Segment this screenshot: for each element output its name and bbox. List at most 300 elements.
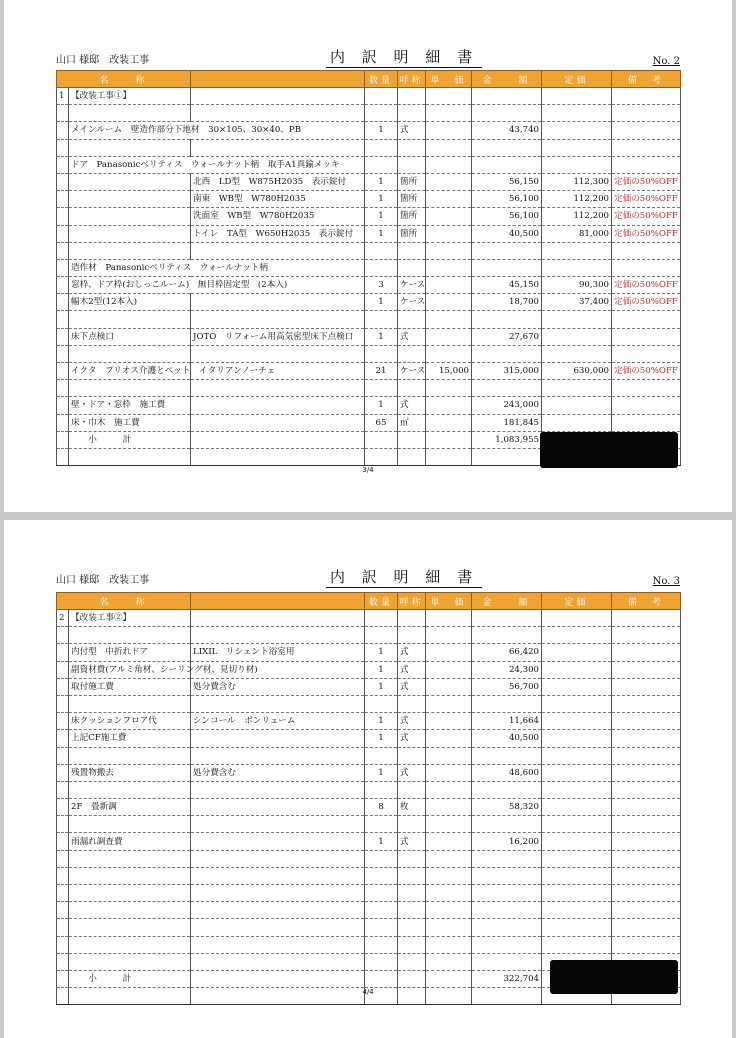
item-name — [69, 173, 191, 190]
item-spec — [191, 885, 365, 902]
col-list-price: 定価 — [542, 593, 612, 610]
table-row — [57, 277, 681, 294]
unit — [398, 695, 426, 712]
table-row — [57, 695, 681, 712]
item-spec: JOTO リフォーム用高気密型床下点検口 — [191, 328, 365, 345]
unit-price — [426, 397, 472, 414]
unit — [398, 936, 426, 953]
remark — [612, 730, 681, 747]
amount — [472, 953, 542, 970]
remark — [612, 644, 681, 661]
quantity: 1 — [365, 191, 398, 208]
quantity — [365, 242, 398, 259]
quantity — [365, 816, 398, 833]
list-price: 112,200 — [542, 208, 612, 225]
table-row — [57, 88, 681, 105]
table-row — [57, 208, 681, 225]
unit: 式 — [398, 730, 426, 747]
quantity: 65 — [365, 414, 398, 431]
item-name: 取付施工費 — [69, 678, 191, 695]
item-spec — [191, 311, 365, 328]
quantity — [365, 781, 398, 798]
table-row — [57, 139, 681, 156]
list-price — [542, 610, 612, 627]
quantity: 1 — [365, 678, 398, 695]
amount — [472, 902, 542, 919]
amount: 24,300 — [472, 661, 542, 678]
list-price: 112,200 — [542, 191, 612, 208]
row-number — [57, 695, 69, 712]
remark: 定価の50%OFF — [612, 294, 681, 311]
unit-price — [426, 431, 472, 448]
remark — [612, 627, 681, 644]
item-spec: 北西 LD型 W875H2035 表示錠付 — [191, 173, 365, 190]
quantity: 8 — [365, 799, 398, 816]
quantity: 1 — [365, 730, 398, 747]
item-spec — [191, 139, 365, 156]
item-spec: 洗面室 WB型 W780H2035 — [191, 208, 365, 225]
table-row — [57, 345, 681, 362]
unit: 箇所 — [398, 208, 426, 225]
row-number — [57, 781, 69, 798]
item-spec — [191, 627, 365, 644]
item-spec — [191, 242, 365, 259]
table-row — [57, 661, 681, 678]
amount: 45,150 — [472, 277, 542, 294]
unit: 式 — [398, 661, 426, 678]
table-row — [57, 678, 681, 695]
item-name: ドア Panasonicベリティス ウォールナット柄 取手A1真鍮メッキ — [69, 156, 365, 173]
quantity: 1 — [365, 713, 398, 730]
item-name: 幅木2型(12本入) — [69, 294, 191, 311]
item-name — [69, 902, 191, 919]
unit: 式 — [398, 644, 426, 661]
quantity — [365, 902, 398, 919]
list-price — [542, 781, 612, 798]
list-price — [542, 156, 612, 173]
item-name — [69, 225, 191, 242]
item-spec — [191, 747, 365, 764]
item-spec — [191, 414, 365, 431]
item-name: 副資材費(アルミ角材、シーリング材、見切り材) — [69, 661, 191, 678]
col-qty: 数量 — [365, 71, 398, 88]
unit-price — [426, 448, 472, 465]
unit — [398, 380, 426, 397]
quantity — [365, 431, 398, 448]
item-name: 内付型 中折れドア — [69, 644, 191, 661]
unit: 箇所 — [398, 191, 426, 208]
quantity: 1 — [365, 644, 398, 661]
item-name — [69, 850, 191, 867]
unit: 式 — [398, 713, 426, 730]
amount: 66,420 — [472, 644, 542, 661]
table-row — [57, 799, 681, 816]
unit — [398, 953, 426, 970]
unit-price — [426, 208, 472, 225]
quantity — [365, 88, 398, 105]
remark — [612, 885, 681, 902]
item-name: 雨漏れ調査費 — [69, 833, 191, 850]
table-row — [57, 242, 681, 259]
list-price — [542, 747, 612, 764]
item-name — [69, 139, 191, 156]
item-spec — [191, 345, 365, 362]
unit-price — [426, 885, 472, 902]
list-price: 630,000 — [542, 363, 612, 380]
list-price — [542, 105, 612, 122]
quantity — [365, 345, 398, 362]
row-number — [57, 627, 69, 644]
unit-price — [426, 678, 472, 695]
amount: 56,100 — [472, 208, 542, 225]
remark — [612, 747, 681, 764]
unit-price — [426, 730, 472, 747]
unit-price — [426, 833, 472, 850]
unit-price — [426, 242, 472, 259]
item-name — [69, 936, 191, 953]
item-name: 窓枠、ドア枠(おしっこルーム) 無目枠固定型 (2本入) — [69, 277, 365, 294]
amount: 40,500 — [472, 730, 542, 747]
list-price — [542, 850, 612, 867]
unit-price — [426, 747, 472, 764]
row-number — [57, 139, 69, 156]
unit-price — [426, 414, 472, 431]
item-name — [69, 345, 191, 362]
quantity: 3 — [365, 277, 398, 294]
item-name — [69, 747, 191, 764]
document-page-1 — [4, 0, 732, 512]
amount — [472, 380, 542, 397]
remark — [612, 345, 681, 362]
amount: 58,320 — [472, 799, 542, 816]
remark — [612, 259, 681, 276]
item-name: 小 計 — [69, 970, 191, 987]
page-number-label: No. 2 — [652, 56, 680, 67]
unit — [398, 139, 426, 156]
col-blank — [191, 71, 365, 88]
amount — [472, 747, 542, 764]
col-unit: 呼称 — [398, 593, 426, 610]
col-remarks: 備 考 — [612, 71, 681, 88]
page-footer: 3/4 — [362, 466, 374, 474]
list-price — [542, 414, 612, 431]
redaction-block — [540, 432, 678, 468]
quantity — [365, 747, 398, 764]
row-number — [57, 448, 69, 465]
quantity — [365, 850, 398, 867]
unit-price — [426, 644, 472, 661]
unit-price — [426, 311, 472, 328]
remark — [612, 678, 681, 695]
row-number — [57, 277, 69, 294]
list-price: 112,300 — [542, 173, 612, 190]
quantity: 1 — [365, 764, 398, 781]
table-row — [57, 294, 681, 311]
list-price: 90,300 — [542, 277, 612, 294]
unit-price — [426, 764, 472, 781]
col-remarks: 備 考 — [612, 593, 681, 610]
row-number — [57, 122, 69, 139]
row-number — [57, 799, 69, 816]
row-number — [57, 363, 69, 380]
quantity — [365, 885, 398, 902]
unit — [398, 448, 426, 465]
item-spec — [191, 294, 365, 311]
amount: 56,150 — [472, 173, 542, 190]
amount — [472, 242, 542, 259]
amount — [472, 448, 542, 465]
client-name: 山口 様邸 改装工事 — [56, 575, 150, 586]
list-price — [542, 867, 612, 884]
unit: ケース — [398, 363, 426, 380]
quantity: 21 — [365, 363, 398, 380]
list-price — [542, 833, 612, 850]
item-spec — [191, 380, 365, 397]
item-name: メインルーム 壁造作部分下地材 30×105、30×40、PB — [69, 122, 365, 139]
list-price — [542, 242, 612, 259]
unit-price — [426, 294, 472, 311]
document-page-2 — [4, 520, 732, 1038]
row-number — [57, 380, 69, 397]
item-spec — [191, 850, 365, 867]
item-spec: 処分費含む — [191, 678, 365, 695]
col-amount: 金 額 — [472, 593, 542, 610]
quantity: 1 — [365, 397, 398, 414]
table-row — [57, 936, 681, 953]
list-price — [542, 397, 612, 414]
item-name: 2F 畳新調 — [69, 799, 191, 816]
list-price — [542, 139, 612, 156]
remark — [612, 936, 681, 953]
table-row — [57, 363, 681, 380]
unit-price — [426, 139, 472, 156]
document-title: 内 訳 明 細 書 — [326, 46, 482, 68]
row-number — [57, 431, 69, 448]
row-number — [57, 208, 69, 225]
remark — [612, 122, 681, 139]
unit-price — [426, 953, 472, 970]
table-body — [57, 88, 681, 466]
amount — [472, 781, 542, 798]
quantity — [365, 448, 398, 465]
unit-price — [426, 88, 472, 105]
amount — [472, 850, 542, 867]
table-row — [57, 328, 681, 345]
unit — [398, 850, 426, 867]
remark — [612, 902, 681, 919]
row-number — [57, 867, 69, 884]
amount — [472, 105, 542, 122]
item-name — [69, 953, 191, 970]
item-spec — [191, 730, 365, 747]
unit — [398, 88, 426, 105]
item-name: 【改装工事②】 — [69, 610, 191, 627]
row-number — [57, 173, 69, 190]
quantity: 1 — [365, 661, 398, 678]
item-name — [69, 380, 191, 397]
unit: ㎡ — [398, 414, 426, 431]
row-number — [57, 850, 69, 867]
quantity — [365, 259, 398, 276]
quantity: 1 — [365, 225, 398, 242]
quantity — [365, 311, 398, 328]
table-row — [57, 397, 681, 414]
row-number — [57, 764, 69, 781]
item-name — [69, 867, 191, 884]
unit-price — [426, 970, 472, 987]
row-number — [57, 902, 69, 919]
item-name: 【改装工事①】 — [69, 88, 191, 105]
amount — [472, 867, 542, 884]
unit-price — [426, 919, 472, 936]
amount: 27,670 — [472, 328, 542, 345]
unit-price — [426, 867, 472, 884]
item-name: 床下点検口 — [69, 328, 191, 345]
remark — [612, 242, 681, 259]
col-blank — [191, 593, 365, 610]
item-spec — [191, 936, 365, 953]
list-price — [542, 678, 612, 695]
list-price — [542, 764, 612, 781]
table-row — [57, 105, 681, 122]
item-spec: トイレ TA型 W650H2035 表示錠付 — [191, 225, 365, 242]
table-row — [57, 885, 681, 902]
col-unit: 呼称 — [398, 71, 426, 88]
remark: 定価の50%OFF — [612, 225, 681, 242]
list-price — [542, 311, 612, 328]
unit-price — [426, 936, 472, 953]
unit-price — [426, 225, 472, 242]
unit-price — [426, 661, 472, 678]
unit — [398, 156, 426, 173]
unit-price — [426, 122, 472, 139]
remark: 定価の50%OFF — [612, 208, 681, 225]
col-price: 単 価 — [426, 71, 472, 88]
row-number — [57, 105, 69, 122]
unit-price — [426, 781, 472, 798]
item-spec: シンコール ボンリューム — [191, 713, 365, 730]
item-spec: LIXIL リシェント浴室用 — [191, 644, 365, 661]
estimate-table — [56, 592, 681, 1005]
amount: 1,083,955 — [472, 431, 542, 448]
remark — [612, 139, 681, 156]
remark — [612, 311, 681, 328]
amount — [472, 816, 542, 833]
unit-price — [426, 380, 472, 397]
table-body — [57, 610, 681, 1005]
unit-price — [426, 627, 472, 644]
row-number — [57, 242, 69, 259]
item-name — [69, 919, 191, 936]
unit — [398, 747, 426, 764]
unit — [398, 431, 426, 448]
table-row — [57, 781, 681, 798]
unit: 箇所 — [398, 173, 426, 190]
item-spec — [191, 88, 365, 105]
amount — [472, 610, 542, 627]
row-number — [57, 156, 69, 173]
unit — [398, 627, 426, 644]
quantity — [365, 867, 398, 884]
item-name — [69, 627, 191, 644]
item-name: 床・巾木 施工費 — [69, 414, 191, 431]
amount — [472, 936, 542, 953]
row-number — [57, 345, 69, 362]
list-price — [542, 885, 612, 902]
row-number — [57, 885, 69, 902]
item-spec — [191, 867, 365, 884]
page-number-label: No. 3 — [652, 576, 680, 587]
table-header — [57, 593, 681, 610]
row-number — [57, 414, 69, 431]
row-number — [57, 259, 69, 276]
list-price — [542, 122, 612, 139]
amount: 243,000 — [472, 397, 542, 414]
unit — [398, 885, 426, 902]
table-row — [57, 380, 681, 397]
remark — [612, 156, 681, 173]
col-list-price: 定価 — [542, 71, 612, 88]
unit — [398, 919, 426, 936]
row-number: 2 — [57, 610, 69, 627]
row-number — [57, 294, 69, 311]
row-number — [57, 678, 69, 695]
unit-price — [426, 713, 472, 730]
table-row — [57, 747, 681, 764]
quantity: 1 — [365, 328, 398, 345]
amount: 48,600 — [472, 764, 542, 781]
item-spec — [191, 970, 365, 987]
item-spec — [191, 105, 365, 122]
list-price — [542, 627, 612, 644]
list-price — [542, 328, 612, 345]
unit — [398, 867, 426, 884]
remark — [612, 799, 681, 816]
amount — [472, 259, 542, 276]
amount: 56,700 — [472, 678, 542, 695]
item-spec — [191, 799, 365, 816]
unit-price — [426, 816, 472, 833]
unit: 式 — [398, 833, 426, 850]
item-spec — [191, 448, 365, 465]
item-spec: 南東 WB型 W780H2035 — [191, 191, 365, 208]
amount: 181,845 — [472, 414, 542, 431]
amount: 43,740 — [472, 122, 542, 139]
list-price: 37,400 — [542, 294, 612, 311]
amount — [472, 885, 542, 902]
row-number — [57, 816, 69, 833]
list-price — [542, 345, 612, 362]
item-spec — [191, 816, 365, 833]
table-row — [57, 867, 681, 884]
item-spec — [191, 953, 365, 970]
quantity — [365, 919, 398, 936]
unit — [398, 345, 426, 362]
row-number — [57, 191, 69, 208]
list-price — [542, 88, 612, 105]
quantity — [365, 380, 398, 397]
remark — [612, 850, 681, 867]
unit-price: 15,000 — [426, 363, 472, 380]
amount: 315,000 — [472, 363, 542, 380]
unit: 式 — [398, 397, 426, 414]
quantity — [365, 695, 398, 712]
list-price — [542, 816, 612, 833]
remark — [612, 380, 681, 397]
quantity — [365, 156, 398, 173]
unit — [398, 242, 426, 259]
remark — [612, 919, 681, 936]
